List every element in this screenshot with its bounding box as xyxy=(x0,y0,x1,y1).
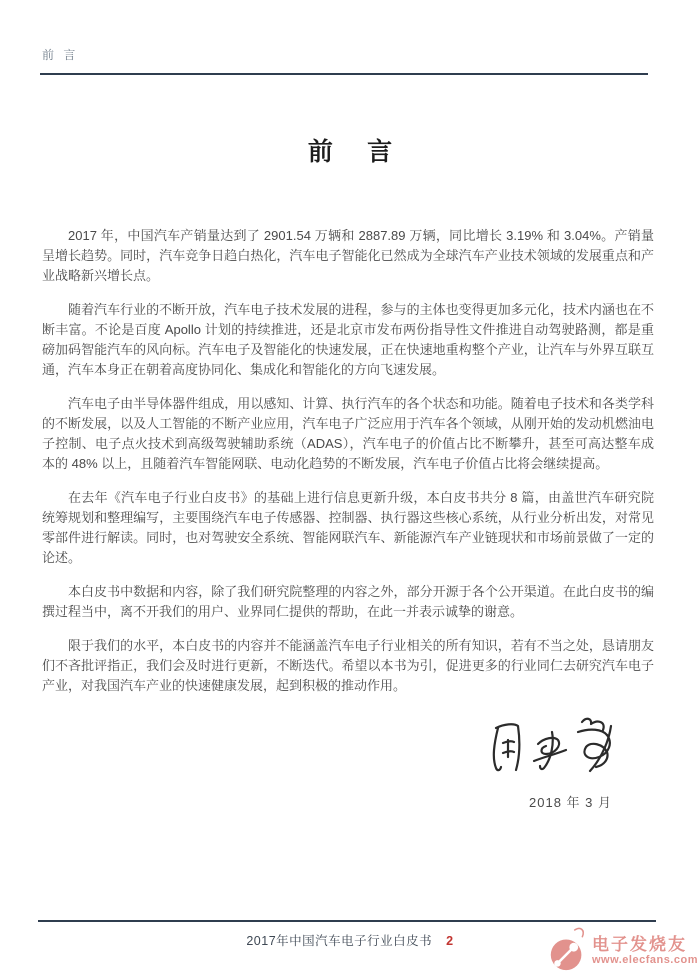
paragraph-5: 本白皮书中数据和内容，除了我们研究院整理的内容之外，部分开源于各个公开渠道。在此白皮书的编撰过程当中，离不开我们的用户、业界同仁提供的帮助，在此一并表示诚挚的谢意。 xyxy=(42,584,654,619)
paragraph-3: 汽车电子由半导体器件组成，用以感知、计算、执行汽车的各个状态和功能。随着电子技术和各类学科的不断发展，以及人工智能的不断产业应用，汽车电子广泛应用于汽车各个领域，从刚开始的发动机燃油电子控制、电子点火技术到高级驾驶辅助系统（ADAS），汽车电子的价值占比不断攀升，甚至可高达整车成本的 48% 以上，且随着汽车智能网联、电动化趋势的不断发展，汽车电子价值占比将会继续提高。 xyxy=(42,396,654,471)
footer-book-title: 2017年中国汽车电子行业白皮书 xyxy=(246,934,433,948)
watermark-brand: 电子发烧友 xyxy=(591,934,687,954)
paragraph-4: 在去年《汽车电子行业白皮书》的基础上进行信息更新升级，本白皮书共分 8 篇，由盖世汽车研究院统筹规划和整理编写，主要围绕汽车电子传感器、控制器、执行器这些核心系统，从行业分析出发，对常见零部件进行解读。同时，也对驾驶安全系统、智能网联汽车、新能源汽车产业链现状和市场前景做了一定的论述。 xyxy=(42,490,654,565)
preface-body xyxy=(42,226,654,710)
header-rule xyxy=(40,73,648,75)
footer-page-number: 2 xyxy=(446,934,454,948)
running-header-label: 前 言 xyxy=(42,48,79,62)
signature-date: 2018 年 3 月 xyxy=(529,795,612,810)
handwritten-signature xyxy=(470,706,620,786)
footer-rule xyxy=(38,920,656,922)
site-watermark xyxy=(546,924,700,980)
page-title: 前 言 xyxy=(307,139,407,166)
running-header xyxy=(42,46,78,63)
elecfans-logo-icon xyxy=(546,926,590,976)
watermark-url: www.elecfans.com xyxy=(591,954,698,967)
paragraph-1: 2017 年，中国汽车产销量达到了 2901.54 万辆和 2887.89 万辆，同比增长 3.19% 和 3.04%。产销量呈增长趋势。同时，汽车竞争日趋白热化，汽车电子智能化已然成为全球汽车产业技术领域的发展重点和产业战略新兴增长点。 xyxy=(42,228,654,283)
signature-strokes xyxy=(470,706,620,786)
paragraph-6: 限于我们的水平，本白皮书的内容并不能涵盖汽车电子行业相关的所有知识，若有不当之处，恳请朋友们不吝批评指正，我们会及时进行更新，不断迭代。希望以本书为引，促进更多的行业同仁去研究汽车电子产业，对我国汽车产业的快速健康发展，起到积极的推动作用。 xyxy=(42,638,654,693)
paragraph-2: 随着汽车行业的不断开放，汽车电子技术发展的进程，参与的主体也变得更加多元化，技术内涵也在不断丰富。不论是百度 Apollo 计划的持续推进，还是北京市发布两份指导性文件推进自动驾驶路测，都是重磅加码智能汽车的风向标。汽车电子及智能化的快速发展，正在快速地重构整个产业，让汽车与外界互联互通，汽车本身正在朝着高度协同化、集成化和智能化的方向飞速发展。 xyxy=(42,302,654,377)
watermark-text xyxy=(590,936,698,967)
